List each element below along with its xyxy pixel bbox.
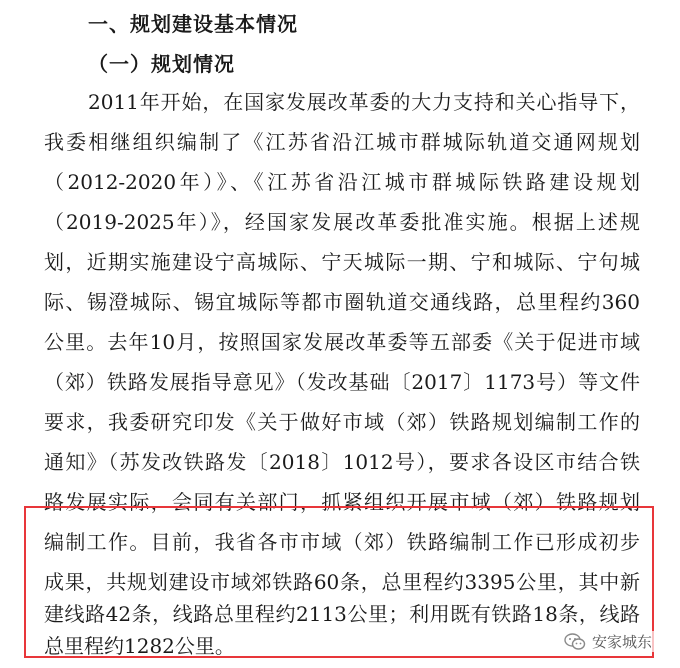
watermark: [560, 631, 656, 652]
paragraph-line: 2011年开始，在国家发展改革委的大力支持和关心指导下，: [88, 90, 640, 114]
paragraph-line: 划，近期实施建设宁高城际、宁天城际一期、宁和城际、宁句城: [44, 250, 640, 274]
watermark-text: 安家城东: [591, 633, 652, 651]
paragraph-line: 建线路42条，线路总里程约2113公里；利用既有铁路18条，线路: [44, 602, 640, 626]
section-heading: 一、规划建设基本情况: [88, 12, 298, 36]
paragraph-line: 总里程约1282公里。: [44, 634, 235, 658]
paragraph-line: 通知》（苏发改铁路发〔2018〕1012号），要求各设区市结合铁: [44, 450, 640, 474]
wechat-icon: [564, 633, 586, 651]
paragraph-line: 路发展实际，会同有关部门，抓紧组织开展市域（郊）铁路规划: [44, 490, 640, 514]
paragraph-line: 编制工作。目前，我省各市市域（郊）铁路编制工作已形成初步: [44, 530, 640, 554]
paragraph-line: 要求，我委研究印发《关于做好市域（郊）铁路规划编制工作的: [44, 410, 640, 434]
paragraph-line: 我委相继组织编制了《江苏省沿江城市群城际轨道交通网规划: [44, 130, 640, 154]
paragraph-line: 成果，共规划建设市域郊铁路60条，总里程约3395公里，其中新: [44, 570, 640, 594]
paragraph-line: （郊）铁路发展指导意见》（发改基础〔2017〕1173号）等文件: [44, 370, 640, 394]
paragraph-line: （2012-2020年）》、《江苏省沿江城市群城际铁路建设规划: [44, 170, 640, 194]
paragraph-line: 际、锡澄城际、锡宜城际等都市圈轨道交通线路，总里程约360: [44, 290, 640, 314]
paragraph-line: （2019-2025年）》，经国家发展改革委批准实施。根据上述规: [44, 210, 640, 234]
paragraph-line: 公里。去年10月，按照国家发展改革委等五部委《关于促进市域: [44, 330, 640, 354]
subsection-heading: （一）规划情况: [88, 52, 235, 76]
